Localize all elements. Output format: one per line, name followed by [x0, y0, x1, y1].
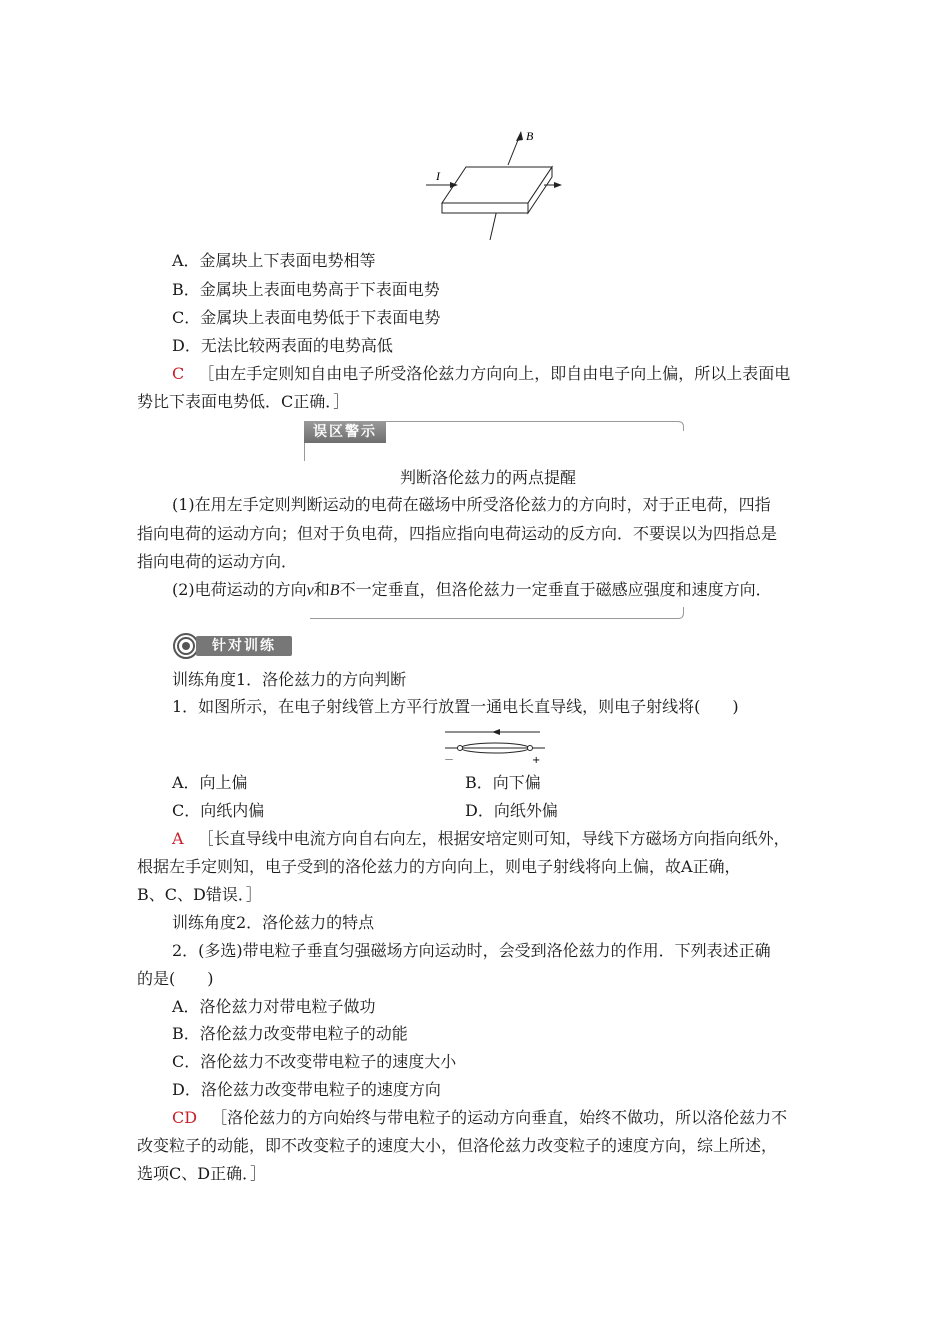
q2-explanation-line-2: 改变粒子的动能，即不改变粒子的速度大小，但洛伦兹力改变粒子的速度方向，综上所述，: [137, 1136, 778, 1155]
electron-tube-figure: [440, 726, 550, 766]
q1-option-a: A．向上偏: [172, 773, 248, 792]
warning-p2-text-a: (2)电荷运动的方向: [172, 580, 307, 599]
option-b: B．金属块上表面电势高于下表面电势: [172, 280, 440, 299]
training-angle-1: 训练角度1．洛伦兹力的方向判断: [172, 670, 407, 689]
q1-option-b: B．向下偏: [465, 773, 541, 792]
option-c: C．金属块上表面电势低于下表面电势: [172, 308, 441, 327]
q2-option-b: B．洛伦兹力改变带电粒子的动能: [172, 1024, 408, 1043]
explanation-line-2: 势比下表面电势低．C正确．］: [137, 392, 350, 411]
explanation-line-1: [172, 364, 790, 384]
answer-letter: C: [172, 364, 185, 383]
warning-p2-text-b: 和: [313, 580, 330, 599]
q1-explanation-line-1: [172, 829, 790, 849]
q2-option-c: C．洛伦兹力不改变带电粒子的速度大小: [172, 1052, 457, 1071]
q2-stem-line-2: 的是( ): [137, 969, 214, 988]
q2-stem-line-1: 2．(多选)带电粒子垂直匀强磁场方向运动时，会受到洛伦兹力的作用．下列表述正确: [172, 941, 771, 960]
warning-tag: 误区警示: [304, 421, 386, 443]
metal-block-figure: [420, 125, 570, 243]
warning-p2: [172, 580, 772, 601]
q2-explanation-line-3: 选项C、D正确．］: [137, 1164, 267, 1183]
option-d: D．无法比较两表面的电势高低: [172, 336, 393, 355]
q2-answer: CD: [172, 1108, 198, 1127]
warning-p1-line-2: 指向电荷的运动方向；但对于负电荷，四指应指向电荷运动的反方向．不要误以为四指总是: [137, 524, 778, 543]
q1-explanation-line-2: 根据左手定则知，电子受到的洛伦兹力的方向向上，则电子射线将向上偏，故A正确，: [137, 857, 741, 876]
q2-option-a: A．洛伦兹力对带电粒子做功: [172, 997, 376, 1016]
training-banner: 针对训练: [196, 636, 292, 656]
option-a: A．金属块上下表面电势相等: [172, 251, 376, 270]
q2-explanation-line-1: [172, 1108, 787, 1128]
explanation-text: ［由左手定则知自由电子所受洛伦兹力方向向上，即自由电子向上偏，所以上表面电: [198, 364, 791, 383]
warning-p2-text-c: 不一定垂直，但洛伦兹力一定垂直于磁感应强度和速度方向．: [339, 580, 772, 599]
label-i: I: [436, 169, 440, 183]
symbol-b: B: [329, 582, 340, 599]
q1-option-d: D．向纸外偏: [465, 801, 558, 820]
label-b: B: [526, 129, 534, 143]
q1-explanation-line-3: B、C、D错误．］: [137, 885, 262, 904]
q1-stem: 1．如图所示，在电子射线管上方平行放置一通电长直导线，则电子射线将( ): [172, 697, 739, 716]
q1-option-c: C．向纸内偏: [172, 801, 265, 820]
q2-option-d: D．洛伦兹力改变带电粒子的速度方向: [172, 1080, 441, 1099]
warning-title: 判断洛伦兹力的两点提醒: [400, 468, 577, 487]
training-angle-2: 训练角度2．洛伦兹力的特点: [172, 913, 375, 932]
q2-explanation-text: ［洛伦兹力的方向始终与带电粒子的运动方向垂直，始终不做功，所以洛伦兹力不: [211, 1108, 788, 1127]
q1-answer: A: [172, 829, 184, 848]
minus-sign: －: [444, 755, 454, 766]
symbol-v: v: [306, 582, 314, 599]
plus-sign: +: [532, 755, 541, 766]
q1-explanation-text: ［长直导线中电流方向自右向左，根据安培定则可知，导线下方磁场方向指向纸外，: [197, 829, 790, 848]
warning-p1-line-1: (1)在用左手定则判断运动的电荷在磁场中所受洛伦兹力的方向时，对于正电荷，四指: [172, 495, 771, 514]
warning-p1-line-3: 指向电荷的运动方向．: [137, 552, 298, 571]
